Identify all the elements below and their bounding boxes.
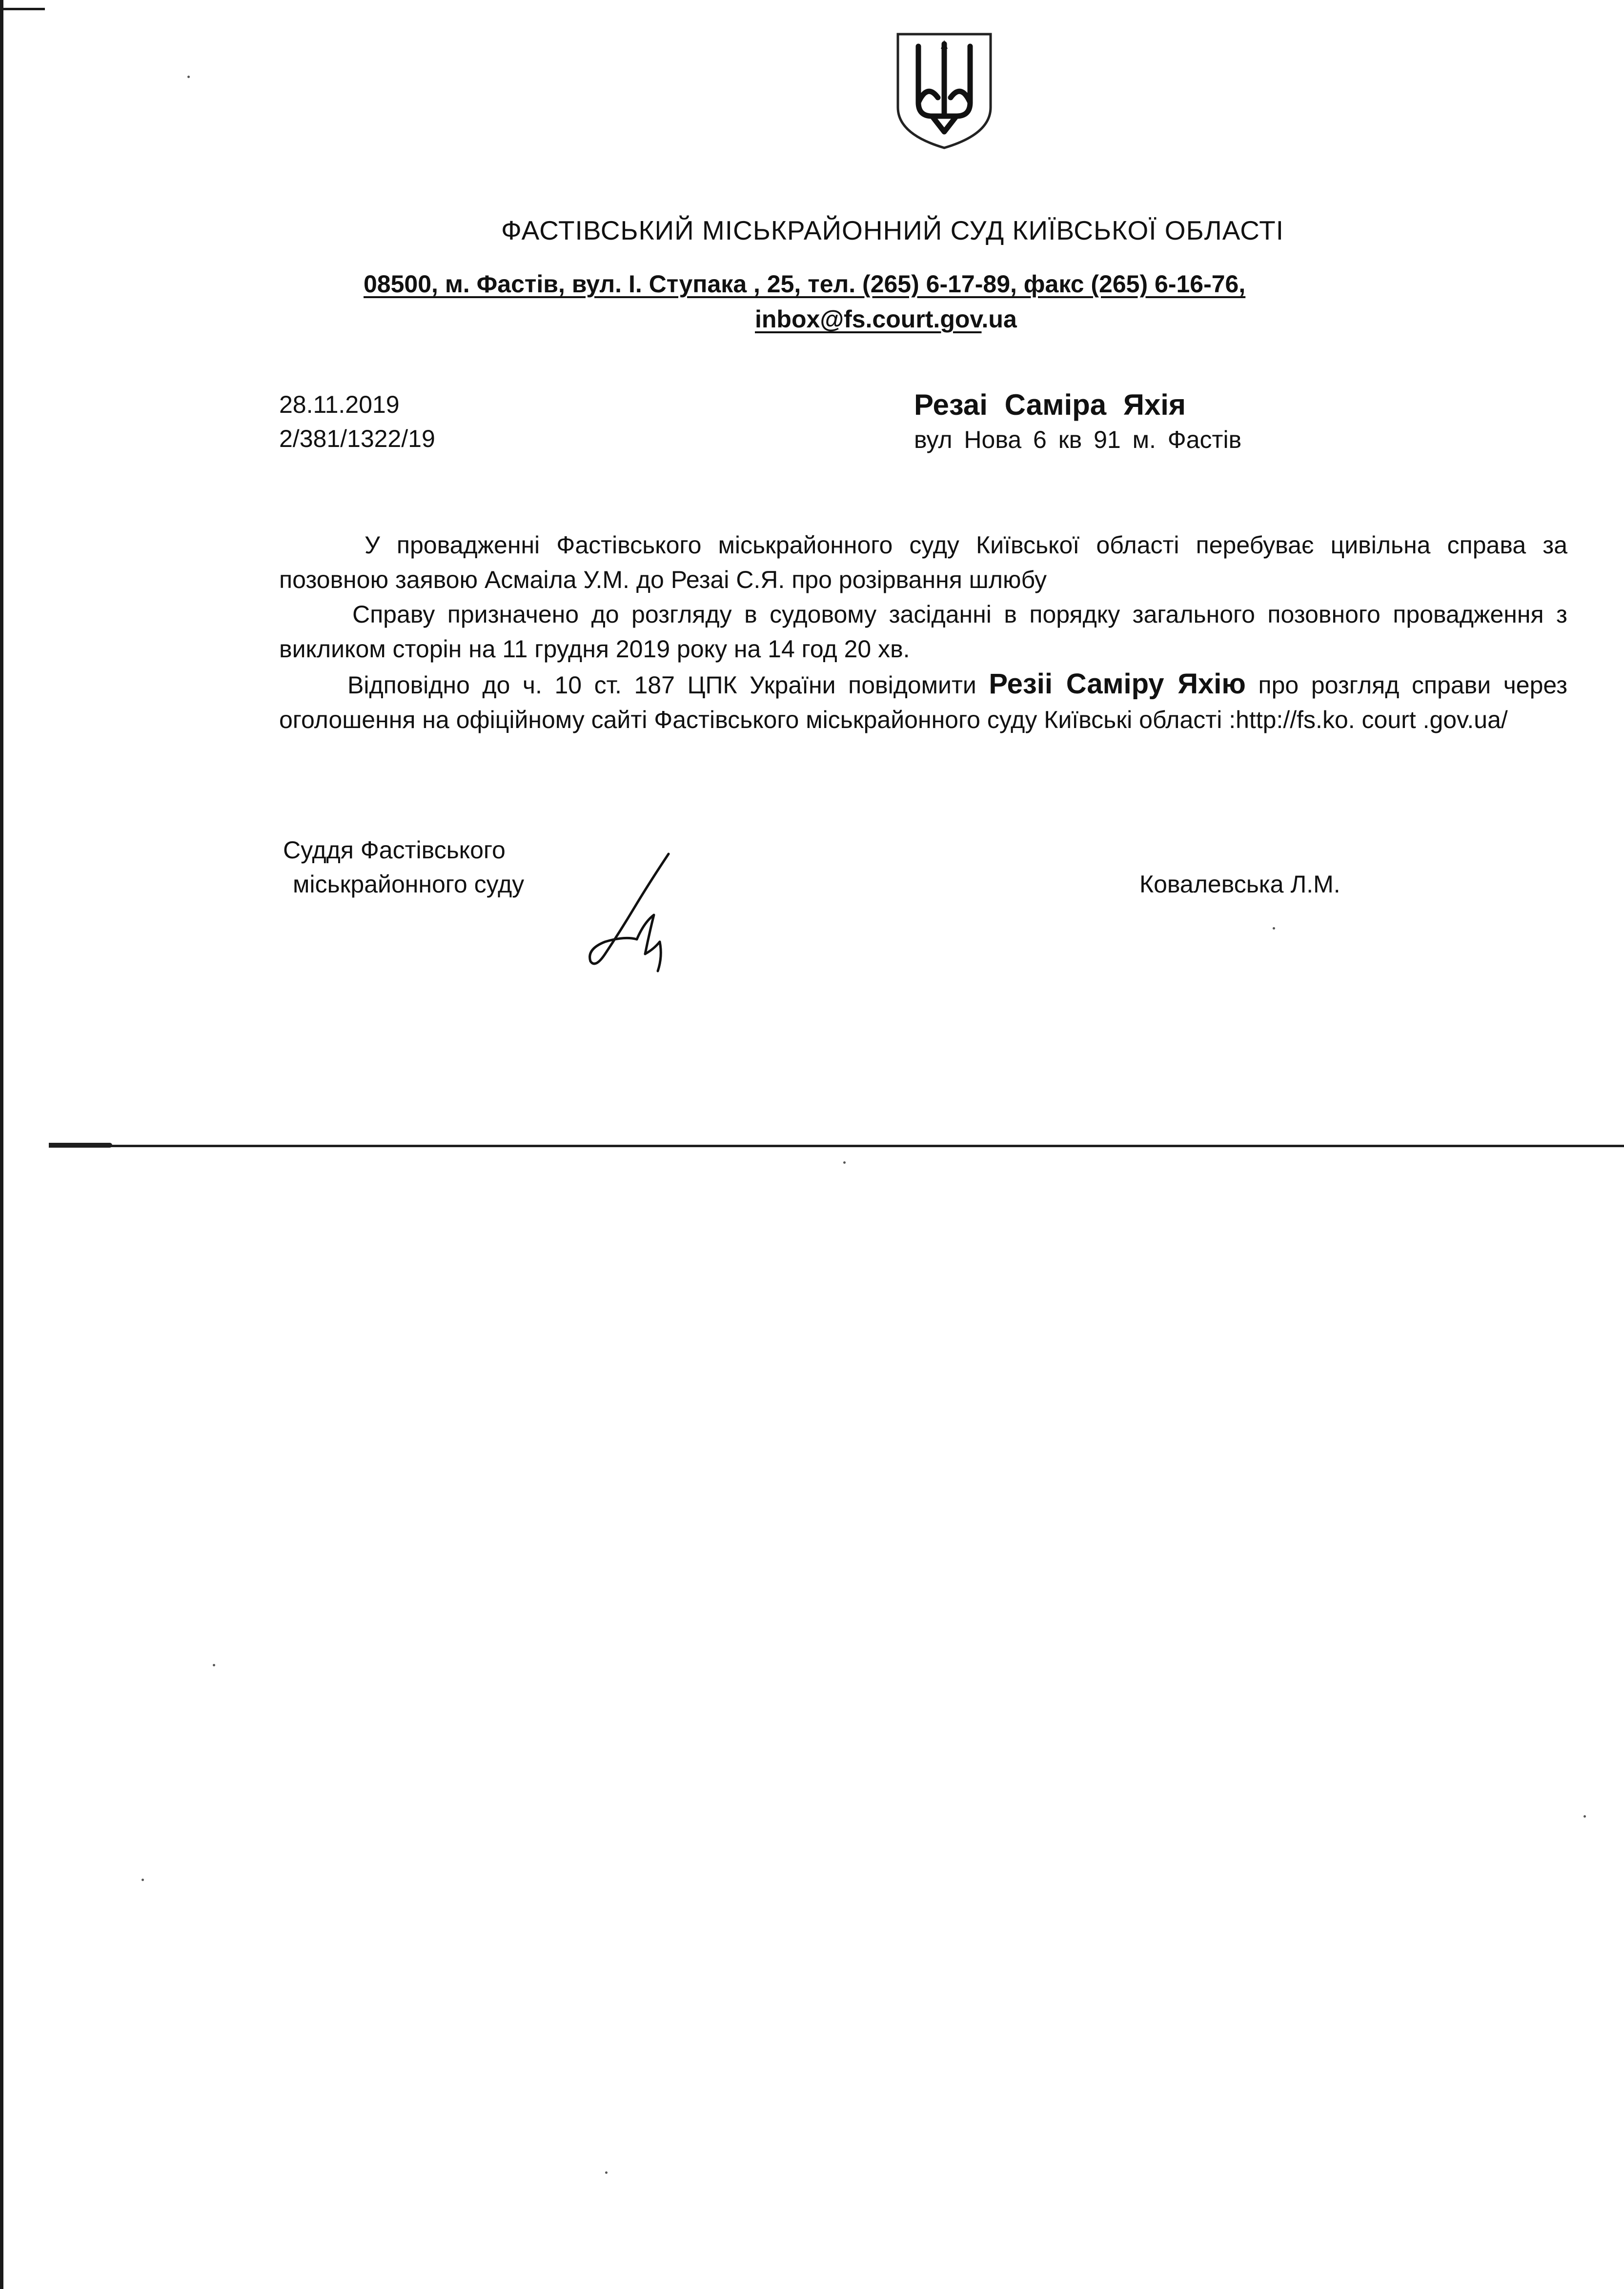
notice-paragraph-1: У провадженні Фастівського міськрайонного суду Київської області перебуває цивільна справа за позовною заявою Асмаіла У.М. до Резаі С.Я. про розірвання шлюбу	[279, 531, 1567, 593]
judge-name: Ковалевська Л.М.	[1139, 871, 1340, 898]
document-date: 28.11.2019	[279, 391, 400, 418]
court-email-suffix: .ua	[981, 305, 1017, 333]
notice-paragraph-3-start: Відповідно до ч. 10 ст. 187 ЦПК України повідомити	[347, 671, 989, 699]
judge-title-line-1: Суддя Фастівського	[283, 836, 506, 864]
court-name: ФАСТІВСЬКИЙ МІСЬКРАЙОННИЙ СУД КИЇВСЬКОЇ ОБЛАСТІ	[501, 215, 1284, 245]
court-address: 08500, м. Фастів, вул. І. Ступака , 25, тел. (265) 6-17-89, факс (265) 6-16-76,	[364, 270, 1246, 298]
notice-paragraph-2: Справу призначено до розгляду в судовому засіданні в порядку загального позовного провадження з викликом сторін на 11 грудня 2019 року на 14 год 20 хв.	[279, 601, 1567, 663]
coat-of-arms-trident-icon	[893, 29, 995, 151]
scan-speck	[142, 1879, 144, 1881]
scan-left-border	[0, 0, 3, 2289]
addressee-name: Резаі Саміра Яхія	[914, 388, 1186, 421]
notice-paragraph-3-end: про розгляд справи через оголошення на офіційному сайті Фастівського міськрайонного суду Київські області :http://fs.ko. court .gov.ua/	[279, 671, 1568, 733]
addressee-address: вул Нова 6 кв 91 м. Фастів	[914, 426, 1242, 453]
scan-speck	[1273, 927, 1275, 930]
judge-title-line-2: міськрайонного суду	[293, 871, 525, 898]
page-separator-line-start	[49, 1143, 112, 1148]
scan-speck	[605, 2171, 608, 2174]
scan-speck	[213, 1664, 215, 1666]
handwritten-signature	[576, 849, 698, 976]
court-email	[755, 305, 1017, 333]
page-separator-line	[49, 1145, 1624, 1147]
notice-body	[279, 528, 1567, 737]
scan-speck	[187, 76, 190, 78]
notice-paragraph-3	[279, 667, 1567, 737]
notified-person-name: Резіі Саміру Яхію	[989, 668, 1246, 700]
scan-top-mark	[0, 8, 45, 10]
scan-speck	[1583, 1815, 1586, 1818]
court-email-link[interactable]: inbox@fs.court.gov	[755, 305, 982, 333]
case-number: 2/381/1322/19	[279, 425, 435, 452]
scan-speck	[843, 1161, 846, 1164]
